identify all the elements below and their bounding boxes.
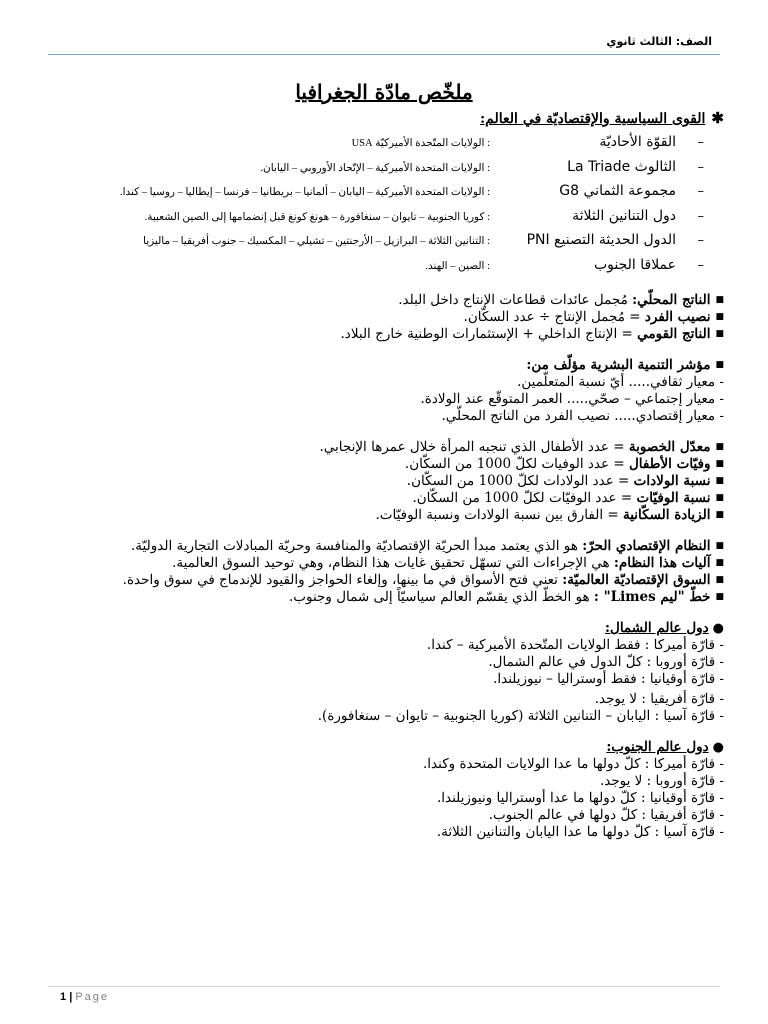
table-row: – القوّة الأحاديّة : الولايات المتّحدة الأميركيّة USA: [351, 134, 704, 150]
section-gdp: [44, 292, 724, 343]
list-item: - قارّة أوروبا : لا يوجد.: [599, 773, 724, 789]
list-item: - قارّة أميركا : كلّ دولها ما عدا الولايات المتحدة وكندا.: [423, 756, 724, 772]
list-item: ■وفيّات الأطفال = عدد الوفيات لكلّ 1000 من السكّان.: [404, 456, 724, 472]
section-economic-system: [44, 538, 724, 606]
list-item: ■الزيادة السكّانية = الفارق بين نسبة الولادات ونسبة الوفيّات.: [375, 507, 724, 523]
definition: : الولايات المتحدة الأميركية – الإتّحاد الأوروبي – اليابان.: [260, 162, 490, 174]
list-item: ■نسبة الوفيّات = عدد الوفيّات لكلّ 1000 من السكّان.: [412, 490, 724, 506]
table-row: – الثالوث La Triade : الولايات المتحدة الأميركية – الإتّحاد الأوروبي – اليابان.: [260, 158, 704, 175]
list-item: ■الناتج المحلّي: مُجمل عائدات قطاعات الإنتاج داخل البلد.: [398, 292, 724, 308]
section-world-powers-heading: ✱القوى السياسية والإقتصاديّة في العالم:: [480, 109, 724, 127]
list-item: - قارّة أفريقيا : كلّ دولها في عالم الجنوب.: [488, 807, 724, 823]
section-heading: ●دول عالم الجنوب:: [606, 739, 724, 755]
asterisk-icon: ✱: [711, 109, 724, 127]
list-item: - معيار إقتصادي..... نصيب الفرد من الناتج المحلّي.: [441, 408, 724, 424]
table-row: – دول التنانين الثلاثة : كوريا الجنوبية – تايوان – سنغافورة – هونغ كونغ قبل إنضمامها إلى الصين الشعبية.: [144, 207, 704, 224]
list-item: - قارّة أميركا : فقط الولايات المتّحدة الأميركية – كندا.: [426, 637, 724, 653]
list-item: ■نصيب الفرد = مُجمل الإنتاج ÷ عدد السكّان.: [463, 309, 724, 325]
list-item: - قارّة آسيا : اليابان – التنانين الثلاثة (كوريا الجنوبية – تايوان – سنغافورة).: [317, 708, 724, 724]
table-row: – الدول الحديثة التصنيع PNI : التنانين الثلاثة – البرازيل – الأرجنتين – تشيلي – المكسيك – جنوب أفريقيا – ماليزيا: [143, 232, 704, 248]
bullet-dot-icon: ●: [712, 621, 724, 636]
page-number: 1 | Page: [60, 991, 110, 1003]
definition: : الصين – الهند.: [425, 260, 490, 272]
table-row: – مجموعة الثماني G8 : الولايات المتحدة الأميركية – اليابان – ألمانيا – بريطانيا – فرنسا – إيطاليا – روسيا – كندا.: [119, 183, 704, 199]
world-powers-table: [44, 131, 724, 278]
definition: : كوريا الجنوبية – تايوان – سنغافورة – هونغ كونغ قبل إنضمامها إلى الصين الشعبية.: [144, 211, 490, 223]
section-demographics: [44, 439, 724, 524]
definition: : الولايات المتّحدة الأميركيّة USA: [351, 138, 490, 149]
document-title: ملخّص مادّة الجغرافيا: [295, 80, 473, 104]
list-item: ■نسبة الولادات = عدد الولادات لكلّ 1000 من السكّان.: [406, 473, 724, 489]
list-item: ■الناتج القومي = الإنتاج الداخلي + الإستثمارات الوطنية خارج البلاد.: [340, 326, 724, 342]
section-south: [44, 739, 724, 841]
document-body: [44, 108, 724, 841]
page-header: [48, 34, 720, 55]
section-hdi: [44, 357, 724, 425]
list-item: ■آليات هذا النظام: هي الإجراءات التي تسهّل تحقيق غايات هذا النظام، وهي توحيد السوق العالمية.: [172, 555, 724, 571]
list-item: ■معدّل الخصوبة = عدد الأطفال الذي تنجبه المرأة خلال عمرها الإنجابي.: [319, 439, 724, 455]
list-item: ■السوق الإقتصاديّة العالميّة: تعني فتح الأسواق في ما بينها، وإلغاء الحواجز والقيود للإندماج في سوق واحدة.: [122, 572, 724, 588]
term: القوّة الأحاديّة: [599, 134, 676, 150]
term: مجموعة الثماني G8: [559, 183, 676, 199]
list-item: - معيار ثقافي..... أيّ نسبة المتعلّمين.: [517, 374, 724, 390]
list-item: - قارّة أوروبا : كلّ الدول في عالم الشمال.: [488, 654, 724, 670]
section-heading: ■مؤشر التنمية البشرية مؤلّف من:: [526, 357, 724, 373]
table-row: – عملاقا الجنوب : الصين – الهند.: [425, 256, 704, 273]
list-item: - قارّة أفريقيا : لا يوجد.: [594, 691, 724, 707]
list-item: - قارّة أوقيانيا : فقط أوستراليا – نيوزيلندا.: [493, 671, 724, 687]
term: الدول الحديثة التصنيع PNI: [526, 232, 676, 248]
definition: : التنانين الثلاثة – البرازيل – الأرجنتين – تشيلي – المكسيك – جنوب أفريقيا – ماليزيا: [143, 236, 490, 247]
list-item: - معيار إجتماعي – صحّي..... العمر المتوقّع عند الولادة.: [420, 391, 724, 407]
list-item: - قارّة أوقيانيا : كلّ دولها ما عدا أوستراليا ونيوزيلندا.: [436, 790, 724, 806]
section-heading: ●دول عالم الشمال:: [605, 620, 724, 636]
page-footer: [48, 986, 720, 1003]
term: عملاقا الجنوب: [593, 256, 676, 273]
list-item: - قارّة آسيا : كلّ دولها ما عدا اليابان والتنانين الثلاثة.: [436, 824, 724, 840]
class-label: الصف: الثالث ثانوي: [606, 35, 712, 48]
list-item: ■النظام الإقتصادي الحرّ: هو الذي يعتمد مبدأ الحريّة الإقتصاديّة والمنافسة وحريّة المبادلات التجارية الدوليّة.: [131, 538, 724, 554]
definition: : الولايات المتحدة الأميركية – اليابان – ألمانيا – بريطانيا – فرنسا – إيطاليا – روسيا – كندا.: [119, 187, 490, 198]
list-item: ■خطّ "ليم Limes" : هو الخطّ الذي يقسّم العالم سياسيّاً إلى شمال وجنوب.: [289, 589, 724, 605]
term: الثالوث La Triade: [567, 158, 676, 175]
section-north: [44, 620, 724, 725]
term: دول التنانين الثلاثة: [572, 207, 676, 224]
bullet-dot-icon: ●: [712, 740, 724, 755]
